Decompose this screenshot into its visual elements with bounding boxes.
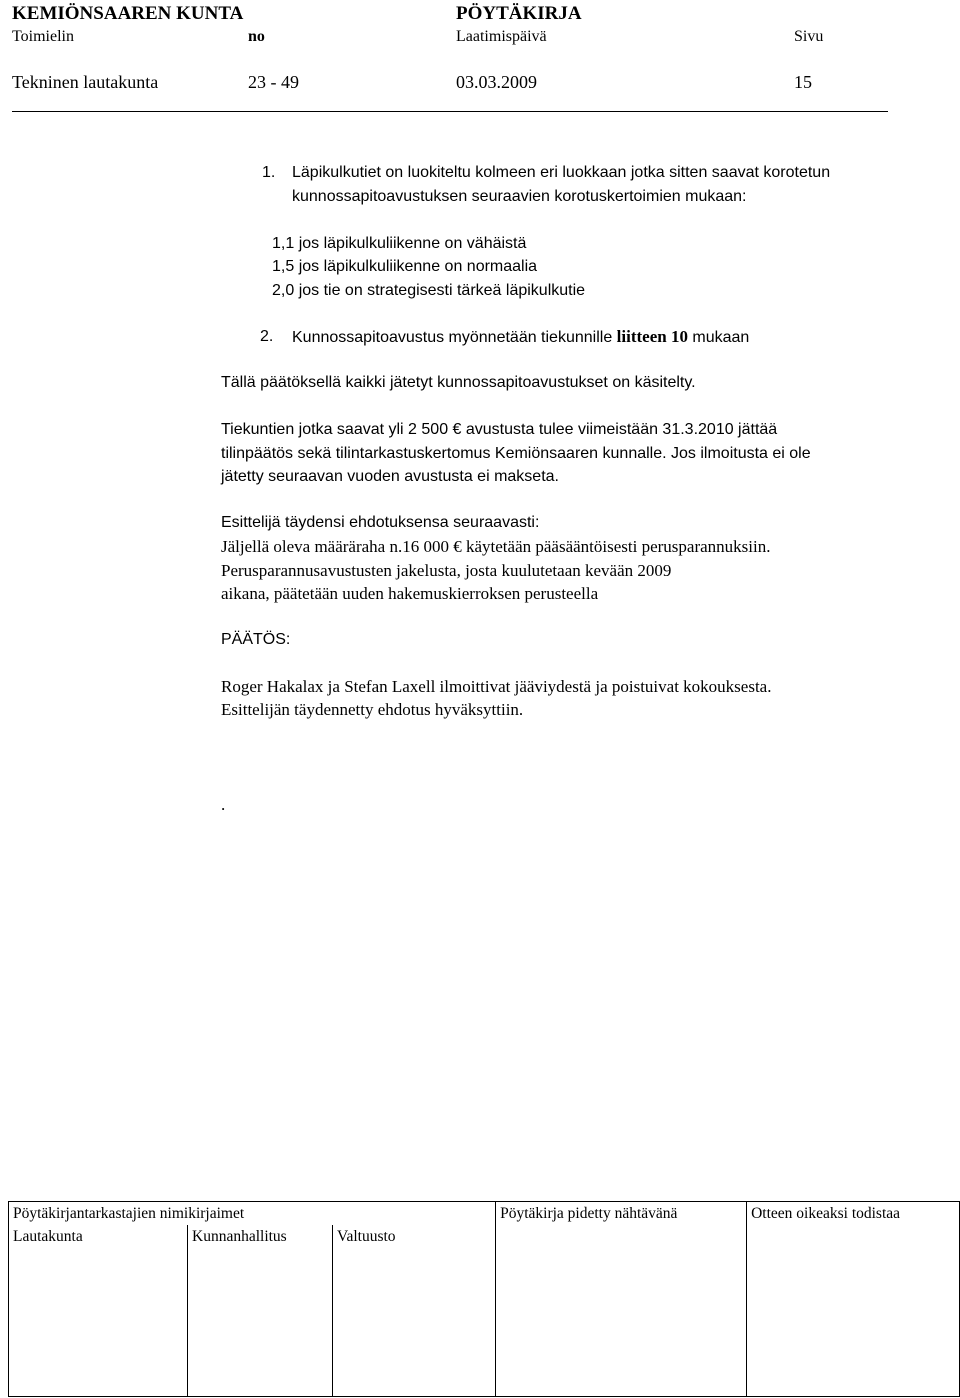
item2-number: 2.: [260, 328, 274, 345]
coefficient-1: 1,1 jos läpikulkuliikenne on vähäistä: [272, 235, 527, 252]
footer-public-label: Pöytäkirja pidetty nähtävänä: [500, 1205, 678, 1222]
footer-signature-table: [8, 1201, 960, 1397]
item2-post: mukaan: [687, 329, 750, 346]
paragraph-supplement-line3: Perusparannusavustusten jakelusta, josta kuulutetaan kevään 2009: [221, 561, 672, 580]
municipality-name: KEMIÖNSAAREN KUNTA: [12, 3, 244, 24]
label-date: Laatimispäivä: [456, 28, 547, 45]
paragraph-supplement-line4: aikana, päätetään uuden hakemuskierroksen perusteella: [221, 584, 599, 603]
label-page: Sivu: [794, 28, 824, 45]
footer-certify-cell: [747, 1202, 960, 1397]
paragraph-deadline-line3: jätetty seuraavan vuoden avustusta ei makseta.: [221, 468, 559, 485]
meeting-date: 03.03.2009: [456, 72, 537, 92]
paragraph-deadline-line1: Tiekuntien jotka saavat yli 2 500 € avustusta tulee viimeistään 31.3.2010 jättää: [221, 421, 778, 438]
label-body: Toimielin: [12, 28, 74, 45]
footer-exec-label: Kunnanhallitus: [192, 1228, 287, 1246]
footer-council-cell: [333, 1225, 496, 1396]
item2-attachment-ref: liitteen 10: [616, 327, 688, 346]
header-rule: [12, 111, 888, 112]
footer-initials-label: Pöytäkirjantarkastajien nimikirjaimet: [9, 1202, 496, 1226]
decision-line2: Esittelijän täydennetty ehdotus hyväksyttiin.: [221, 700, 524, 719]
paragraph-supplement-line1: Esittelijä täydensi ehdotuksensa seuraavasti:: [221, 514, 540, 531]
body-name: Tekninen lautakunta: [12, 72, 159, 92]
item1-line1: Läpikulkutiet on luokiteltu kolmeen eri luokkaan jotka sitten saavat korotetun: [292, 164, 831, 181]
decision-line1: Roger Hakalax ja Stefan Laxell ilmoittivat jääviydestä ja poistuivat kokouksesta.: [221, 677, 772, 696]
footer-exec-cell: [188, 1225, 333, 1396]
paragraph-deadline-line2: tilinpäätös sekä tilintarkastuskertomus Kemiönsaaren kunnalle. Jos ilmoitusta ei ole: [221, 445, 811, 462]
footer-certify-label: Otteen oikeaksi todistaa: [751, 1205, 901, 1222]
item1-line2: kunnossapitoavustuksen seuraavien korotuskertoimien mukaan:: [292, 188, 747, 205]
item2-text: [292, 327, 749, 348]
footer-public-cell: [496, 1202, 747, 1397]
decision-label: PÄÄTÖS:: [221, 631, 291, 648]
label-no: no: [248, 28, 265, 45]
section-numbers: 23 - 49: [248, 72, 299, 92]
document-type: PÖYTÄKIRJA: [456, 3, 582, 24]
item2-pre: Kunnossapitoavustus myönnetään tiekunnille: [292, 329, 617, 346]
coefficient-3: 2,0 jos tie on strategisesti tärkeä läpikulkutie: [272, 282, 586, 299]
paragraph-supplement-line2: Jäljellä oleva määräraha n.16 000 € käytetään pääsääntöisesti perusparannuksiin.: [221, 537, 771, 556]
paragraph-processed: Tällä päätöksellä kaikki jätetyt kunnossapitoavustukset on käsitelty.: [221, 374, 696, 391]
footer-board-label: Lautakunta: [13, 1228, 83, 1246]
footer-council-label: Valtuusto: [337, 1228, 396, 1246]
page-number: 15: [794, 72, 812, 92]
footer-board-cell: [9, 1225, 188, 1396]
item1-number: 1.: [262, 164, 276, 181]
coefficient-2: 1,5 jos läpikulkuliikenne on normaalia: [272, 258, 538, 275]
trailing-dot: .: [221, 795, 226, 814]
